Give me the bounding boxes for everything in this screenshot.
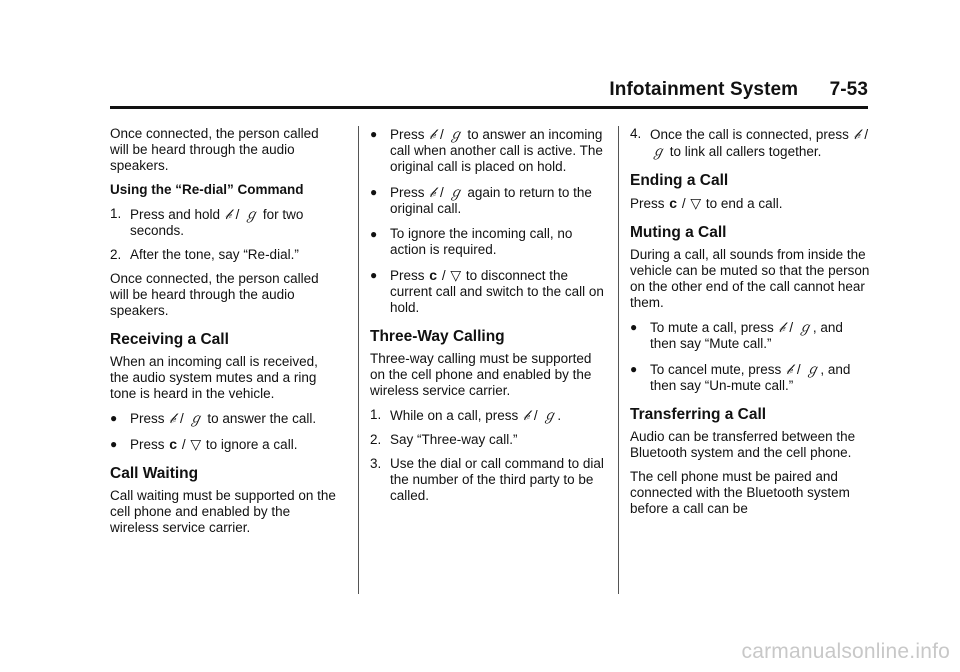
- push-to-talk-icon: 𝒷: [169, 410, 176, 426]
- numbered-step: 1. Press and hold 𝒷 / ℊ for two seconds.: [110, 206, 304, 238]
- end-call-icon: c: [669, 195, 678, 211]
- hang-up-icon: ▽: [690, 195, 702, 211]
- column-1: [110, 126, 338, 544]
- bullet-item: ● Press c / ▽ to ignore a call.: [110, 436, 298, 452]
- paragraph: Once connected, the person called will be heard through the audio speakers.: [110, 271, 319, 318]
- voice-icon: ℊ: [651, 143, 665, 159]
- push-to-talk-icon: 𝒷: [429, 126, 436, 142]
- numbered-step: 4. Once the call is connected, press 𝒷 / ℊ to link all callers together.: [630, 126, 869, 159]
- end-call-icon: c: [429, 267, 438, 283]
- column-divider: [618, 126, 619, 594]
- section-heading: Three-Way Calling: [370, 328, 505, 345]
- watermark: carmanualsonline.info: [741, 640, 950, 663]
- column-divider: [358, 126, 359, 594]
- push-to-talk-icon: 𝒷: [224, 206, 231, 222]
- voice-icon: ℊ: [448, 184, 463, 200]
- voice-icon: ℊ: [244, 206, 259, 222]
- voice-icon: ℊ: [188, 410, 203, 426]
- paragraph: Once connected, the person called will be heard through the audio speakers.: [110, 126, 319, 173]
- paragraph: Audio can be transferred between the Bluetooth system and the cell phone.: [630, 429, 856, 460]
- bullet-item: ● Press 𝒷 / ℊ again to return to the original call.: [370, 184, 592, 216]
- column-2: [370, 126, 608, 512]
- numbered-step: 2. Say “Three-way call.”: [370, 432, 518, 447]
- paragraph: During a call, all sounds from inside the vehicle can be muted so that the person on the other end of the call cannot hear them.: [630, 247, 870, 310]
- push-to-talk-icon: 𝒷: [778, 319, 785, 335]
- hang-up-icon: ▽: [190, 436, 202, 452]
- page-number: 7-53: [829, 79, 868, 100]
- numbered-step: 3. Use the dial or call command to dial the number of the third party to be called.: [370, 456, 604, 503]
- paragraph: When an incoming call is received, the audio system mutes and a ring tone is heard in the vehicle.: [110, 354, 318, 401]
- paragraph: Call waiting must be supported on the cell phone and enabled by the wireless service carrier.: [110, 488, 336, 535]
- bullet-item: ● To mute a call, press 𝒷 / ℊ, and then say “Mute call.”: [630, 319, 843, 351]
- voice-icon: ℊ: [805, 361, 820, 377]
- section-heading: Muting a Call: [630, 224, 727, 241]
- paragraph: Press c / ▽ to end a call.: [630, 195, 783, 211]
- voice-icon: ℊ: [542, 407, 557, 423]
- chapter-title: Infotainment System: [609, 79, 799, 100]
- section-heading: Receiving a Call: [110, 331, 229, 348]
- push-to-talk-icon: 𝒷: [853, 126, 860, 142]
- column-3: [630, 126, 870, 525]
- section-heading: Call Waiting: [110, 465, 199, 482]
- section-heading: Transferring a Call: [630, 406, 767, 423]
- bullet-item: ● To cancel mute, press 𝒷 / ℊ, and then say “Un-mute call.”: [630, 361, 851, 393]
- push-to-talk-icon: 𝒷: [786, 361, 793, 377]
- subheading: Using the “Re-dial” Command: [110, 182, 304, 197]
- push-to-talk-icon: 𝒷: [523, 407, 530, 423]
- hang-up-icon: ▽: [450, 267, 462, 283]
- bullet-item: ● Press 𝒷 / ℊ to answer an incoming call when another call is active. The original call is placed on hold.: [370, 126, 603, 174]
- bullet-item: ● Press c / ▽ to disconnect the current call and switch to the call on hold.: [370, 267, 604, 315]
- header-rule: [110, 106, 868, 109]
- numbered-step: 1. While on a call, press 𝒷 / ℊ.: [370, 407, 562, 423]
- push-to-talk-icon: 𝒷: [429, 184, 436, 200]
- paragraph: The cell phone must be paired and connected with the Bluetooth system before a call can be: [630, 469, 850, 516]
- bullet-item: ● Press 𝒷 / ℊ to answer the call.: [110, 410, 317, 426]
- page-header: [609, 79, 868, 101]
- end-call-icon: c: [169, 436, 178, 452]
- numbered-step: 2. After the tone, say “Re-dial.”: [110, 247, 299, 262]
- voice-icon: ℊ: [797, 319, 812, 335]
- section-heading: Ending a Call: [630, 172, 729, 189]
- voice-icon: ℊ: [448, 126, 463, 142]
- bullet-item: ● To ignore the incoming call, no action is required.: [370, 226, 573, 257]
- paragraph: Three-way calling must be supported on the cell phone and enabled by the wireless service carrier.: [370, 351, 592, 398]
